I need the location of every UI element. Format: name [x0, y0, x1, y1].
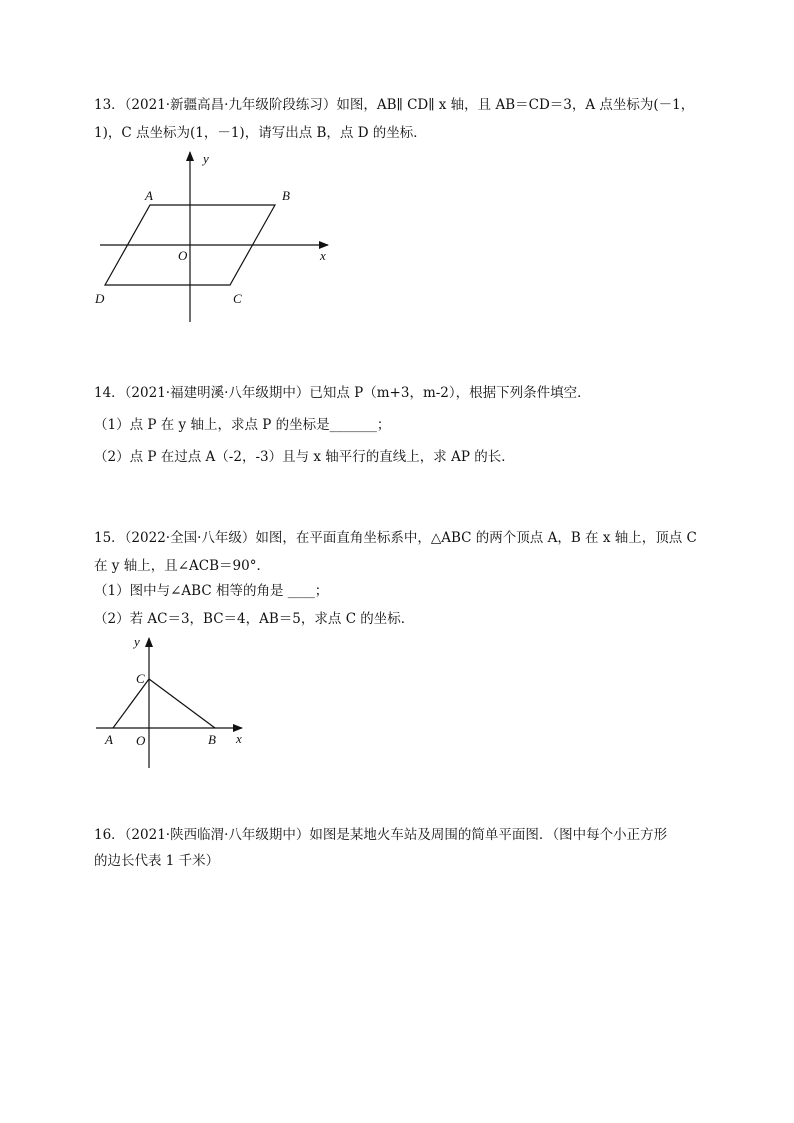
problem-16-line-2: 的边长代表 1 千米）	[94, 853, 220, 869]
origin-label: O	[136, 733, 146, 748]
problem-15-line-3: （1）图中与∠ABC 相等的角是 ____；	[94, 583, 329, 599]
point-a-label: A	[105, 732, 113, 747]
y-axis-label: y	[203, 151, 209, 166]
x-axis-label: x	[320, 248, 326, 263]
point-c-label: C	[233, 291, 242, 306]
problem-14-line-1: 14．（2021·福建明溪·八年级期中）已知点 P（m+3，m-2），根据下列条件填空．	[94, 385, 591, 401]
parallelogram-figure	[90, 148, 340, 328]
point-d-label: D	[95, 291, 105, 306]
problem-13-line-1: 13．（2021·新疆高昌·九年级阶段练习）如图，AB∥ CD∥ x 轴，且 AB＝CD＝3，A 点坐标为(－1，	[94, 97, 695, 113]
problem-14-line-2: （1）点 P 在 y 轴上，求点 P 的坐标是_______；	[94, 417, 391, 433]
problem-16-line-1: 16．（2021·陕西临渭·八年级期中）如图是某地火车站及周围的简单平面图．（图中每个小正方形	[94, 827, 668, 843]
point-c-label: C	[136, 671, 145, 686]
triangle-abc	[113, 679, 215, 728]
point-a-label: A	[145, 188, 153, 203]
problem-15-line-4: （2）若 AC＝3，BC＝4，AB＝5，求点 C 的坐标．	[94, 611, 415, 627]
point-b-label: B	[282, 188, 290, 203]
triangle-figure	[90, 632, 260, 772]
problem-13-line-2: 1)，C 点坐标为(1，－1)，请写出点 B，点 D 的坐标．	[94, 125, 427, 141]
problem-14-line-3: （2）点 P 在过点 A（-2，-3）且与 x 轴平行的直线上，求 AP 的长．	[94, 449, 515, 465]
point-b-label: B	[208, 732, 216, 747]
origin-label: O	[178, 248, 188, 263]
y-axis-label: y	[134, 634, 140, 649]
problem-15-line-2: 在 y 轴上，且∠ACB＝90°．	[94, 558, 270, 574]
x-axis-label: x	[236, 731, 242, 746]
problem-15-line-1: 15．（2022·全国·八年级）如图，在平面直角坐标系中，△ABC 的两个顶点 A，B 在 x 轴上，顶点 C	[94, 530, 697, 546]
